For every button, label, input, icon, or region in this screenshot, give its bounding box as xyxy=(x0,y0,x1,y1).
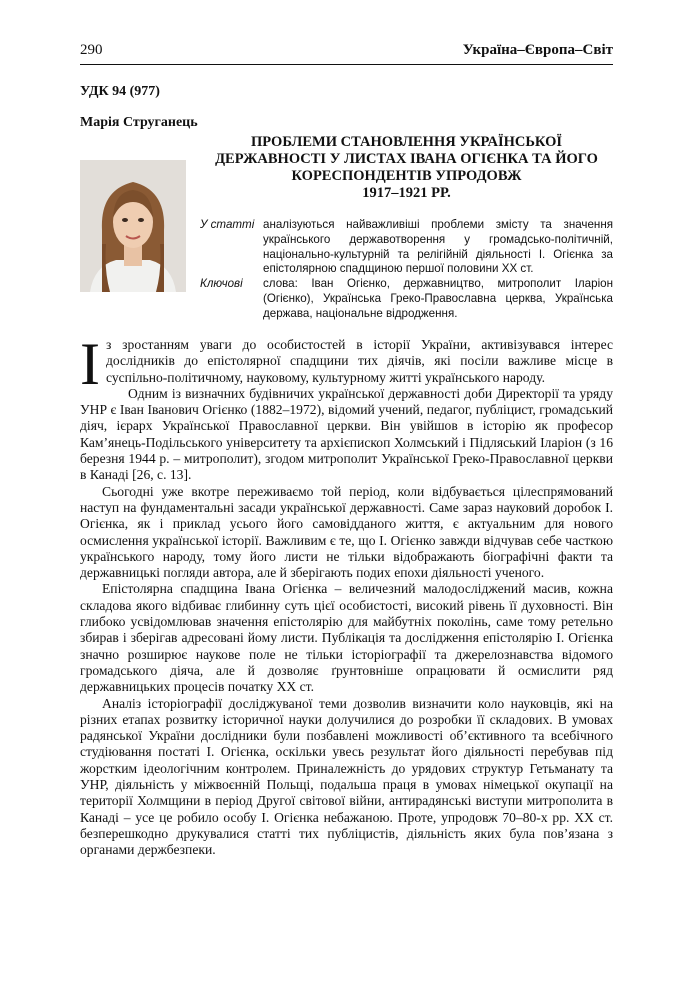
title-line: ДЕРЖАВНОСТІ У ЛИСТАХ ІВАНА ОГІЄНКА ТА ЙОГО xyxy=(215,151,598,167)
keywords-label: Ключові xyxy=(200,277,243,291)
body-paragraph: Епістолярна спадщина Івана Огієнка – величезний малодосліджений масив, кожна складова якого відбиває глибинну суть цієї особистості, високий рівень її духовності. Він глибоко усвідомлював значення епістолярію для майбутніх поколінь, саме тому ретельно збирав і зберігав адресовані йому листи. Публікація та дослідження епістолярію І. Огієнка значно розширює наукове поле не тільки історіографії та джерелознавства відомого громадського діяча, але й дозволяє ґрунтовніше опрацювати й осмислити ряд державницьких процесів початку ХХ ст. xyxy=(80,581,613,695)
title-line: 1917–1921 РР. xyxy=(362,185,451,201)
title-line: КОРЕСПОНДЕНТІВ УПРОДОВЖ xyxy=(291,168,522,184)
author-photo xyxy=(80,160,186,292)
drop-cap: І xyxy=(80,331,100,397)
abstract-text: аналізуються найважливіші проблеми змісту та значення українського державотворення у громадсько-політичній, національно-культурній та релігійній діяльності І. Огієнка за епістолярною спадщиною першої половини ХХ ст. xyxy=(263,218,613,276)
abstract-block xyxy=(200,218,613,322)
abstract-label: У статті xyxy=(200,218,255,231)
body-paragraph: Одним із визначних будівничих української державності доби Директорії та уряду УНР є Іван Іванович Огієнко (1882–1972), відомий учений, педагог, публіцист, громадський діяч, ієрарх Української Православної церкви. Він увійшов в історію як професор Кам’янець-Подільського університету та архієпископ Холмський і Підляський Іларіон (з 16 березня 1944 р. – митрополит), згодом митрополит Української Греко-Православної церкви в Канаді [26, с. 13]. xyxy=(80,385,613,483)
keywords xyxy=(200,277,613,321)
page-number: 290 xyxy=(80,42,103,58)
running-head xyxy=(80,42,613,66)
body-paragraph xyxy=(80,331,613,397)
journal-title: Україна–Європа–Світ xyxy=(462,42,613,58)
body-paragraph: Аналіз історіографії досліджуваної теми дозволив визначити коло науковців, які на різних етапах розвитку історичної науки долучилися до розробки її складових. В умовах радянської України дослідники були позбавлені можливості об’єктивного та всебічного студіювання постаті І. Огієнка, оскільки увесь результат його діяльності перебував під жорстким ідеологічним контролем. Приналежність до урядових структур Гетьманату та УНР, діяльність у міжвоєнній Польщі, подальша праця в умовах німецької окупації на території Холмщини в період Другої світової війни, антирадянські виступи митрополита в Канаді – усе це робило особу І. Огієнка небажаною. Проте, упродовж 70–80-х рр. ХХ ст. безперешкодно друкувалися статті тих публіцистів, діяльність яких була пов’язана з органами держбезпеки. xyxy=(80,695,613,858)
body-paragraph: Сьогодні уже вкотре переживаємо той період, коли відбувається цілеспрямований наступ на фундаментальні засади української державності. Саме зараз науковий доробок І. Огієнка, як і приклад усього його самовідданого життя, є актуальним для нового осмислення української історії. Важливим є те, що І. Огієнко завжди відчував себе часткою українського народу, тому його листи не тільки відображають біографічні факти та державницькі погляди автора, але й зберігають подих епохи діяльності ученого. xyxy=(80,483,613,581)
udc-code: УДК 94 (977) xyxy=(80,84,160,99)
keywords-text: слова: Іван Огієнко, державництво, митрополит Іларіон (Огієнко), Українська Греко-Православна церква, Українська держава, національне відродження. xyxy=(263,277,613,320)
paragraph-text: з зростанням уваги до особистостей в історії України, активізувався інтерес дослідників до епістолярної спадщини тих діячів, які посіли важливе місце в суспільно-політичному, науковому, культурному житті українського народу. xyxy=(105,337,613,385)
title-line: ПРОБЛЕМИ СТАНОВЛЕННЯ УКРАЇНСЬКОЇ xyxy=(251,134,562,150)
article-title xyxy=(200,134,613,202)
article-body xyxy=(80,331,613,859)
header-rule xyxy=(80,64,613,65)
abstract xyxy=(200,218,613,277)
author-name: Марія Струганець xyxy=(80,115,198,130)
author-portrait-image xyxy=(80,160,186,292)
